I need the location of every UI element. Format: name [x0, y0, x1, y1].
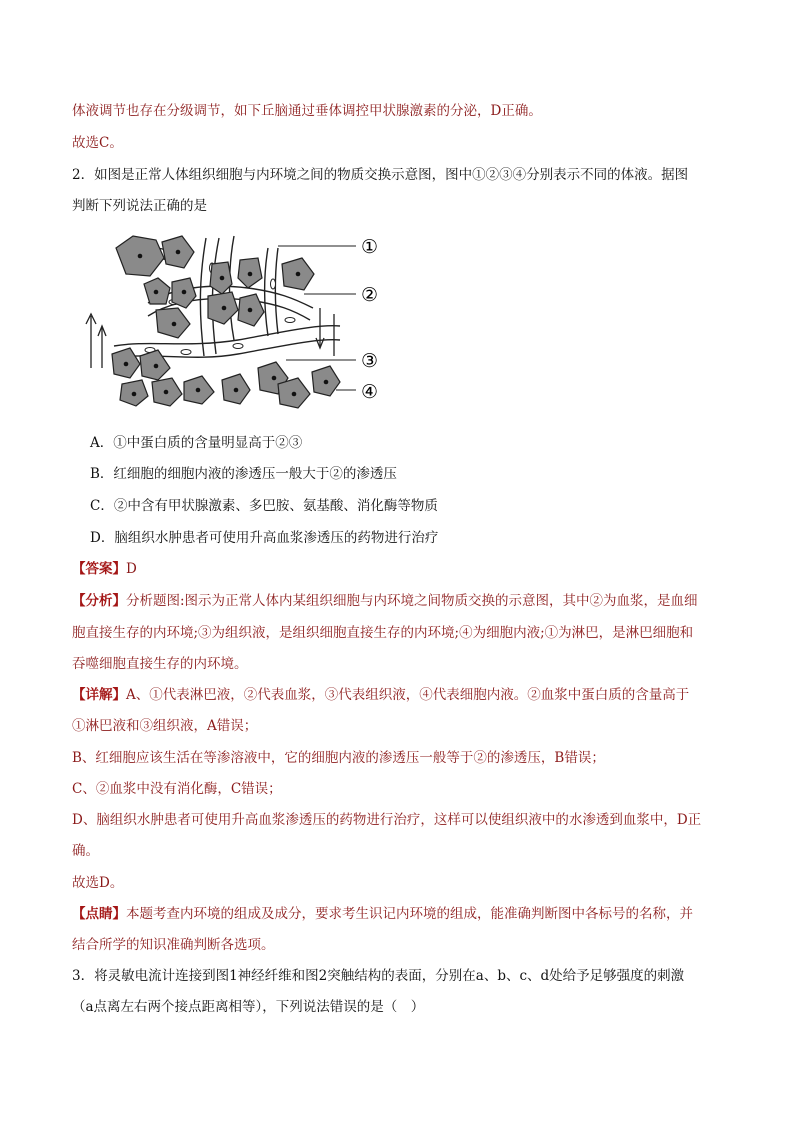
previous-choice-line: 故选C。 — [72, 135, 123, 151]
detail-tag: 【详解】 — [72, 687, 126, 703]
label-4: ④ — [361, 381, 379, 403]
analysis-line1 — [72, 592, 732, 610]
option-b: B．红细胞的细胞内液的渗透压一般大于②的渗透压 — [90, 466, 397, 482]
comment-text-1: 本题考查内环境的组成及成分，要求考生识记内环境的组成，能准确判断图中各标号的名称，并 — [126, 906, 693, 922]
question-2-stem-line2: 判断下列说法正确的是 — [72, 198, 207, 214]
body-fluid-exchange-diagram — [78, 228, 398, 416]
question-3-stem-line2: （a点离左右两个接点距离相等），下列说法错误的是（ ） — [72, 999, 425, 1015]
detail-line1 — [72, 686, 732, 704]
option-d: D．脑组织水肿患者可使用升高血浆渗透压的药物进行治疗 — [90, 530, 439, 546]
question-3-stem-line1: 3．将灵敏电流计连接到图1神经纤维和图2突触结构的表面，分别在a、b、c、d处给予足够强度的刺激 — [72, 968, 685, 984]
tissue-cells — [112, 236, 340, 408]
answer-value: D — [126, 561, 137, 577]
analysis-text-1: 分析题图:图示为正常人体内某组织细胞与内环境之间物质交换的示意图，其中②为血浆，是血细 — [126, 593, 698, 609]
label-2: ② — [361, 284, 379, 306]
option-a: A．①中蛋白质的含量明显高于②③ — [90, 435, 303, 451]
detail-line4: C、②血浆中没有消化酶，C错误； — [72, 781, 282, 797]
analysis-line2: 胞直接生存的内环境;③为组织液，是组织细胞直接生存的内环境;④为细胞内液;①为淋巴，是淋巴细胞和 — [72, 625, 694, 641]
analysis-tag: 【分析】 — [72, 593, 126, 609]
answer-line — [72, 560, 732, 578]
answer-tag: 【答案】 — [72, 561, 126, 577]
detail-text-1: A、①代表淋巴液，②代表血浆，③代表组织液，④代表细胞内液。②血浆中蛋白质的含量高于 — [126, 687, 690, 703]
comment-tag: 【点睛】 — [72, 906, 126, 922]
label-1: ① — [361, 236, 379, 258]
label-3: ③ — [361, 350, 379, 372]
detail-line6: 确。 — [72, 843, 99, 859]
comment-line1 — [72, 905, 732, 923]
detail-line2: ①淋巴液和③组织液，A错误； — [72, 718, 258, 734]
detail-line5: D、脑组织水肿患者可使用升高血浆渗透压的药物进行治疗，这样可以使组织液中的水渗透到血浆中，D正 — [72, 812, 702, 828]
analysis-line3: 吞噬细胞直接生存的内环境。 — [72, 656, 248, 672]
detail-line3: B、红细胞应该生活在等渗溶液中，它的细胞内液的渗透压一般等于②的渗透压，B错误； — [72, 750, 605, 766]
choice-line: 故选D。 — [72, 875, 124, 891]
question-2-stem-line1: 2．如图是正常人体组织细胞与内环境之间的物质交换示意图，图中①②③④分别表示不同的体液。据图 — [72, 167, 689, 183]
comment-line2: 结合所学的知识准确判断各选项。 — [72, 937, 275, 953]
option-c: C．②中含有甲状腺激素、多巴胺、氨基酸、消化酶等物质 — [90, 498, 438, 514]
previous-explanation-line: 体液调节也存在分级调节，如下丘脑通过垂体调控甲状腺激素的分泌，D正确。 — [72, 103, 542, 119]
